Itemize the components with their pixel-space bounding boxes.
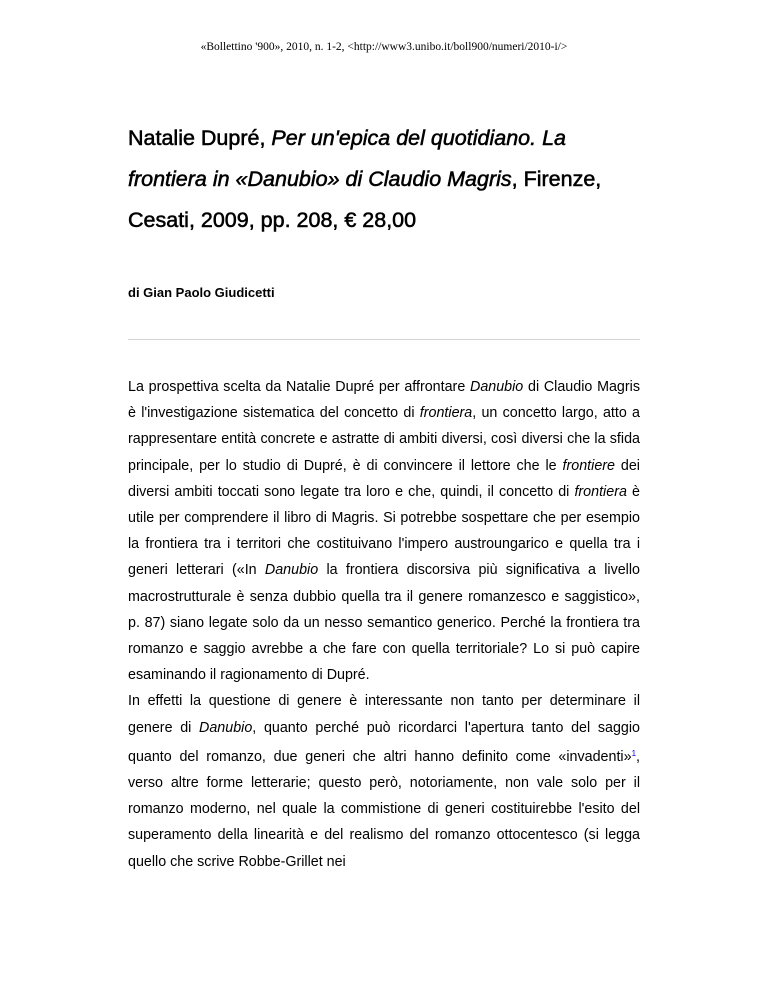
horizontal-divider bbox=[128, 339, 640, 340]
title-author: Natalie Dupré, bbox=[128, 126, 272, 150]
byline: di Gian Paolo Giudicetti bbox=[128, 285, 275, 300]
review-title bbox=[128, 118, 648, 241]
running-header-citation: «Bollettino '900», 2010, n. 1-2, <http://www3.unibo.it/boll900/numeri/2010-i/> bbox=[200, 41, 568, 53]
paragraph-2: In effetti la questione di genere è interessante non tanto per determinare il genere di Danubio, quanto perché può ricordarci l'apertura tanto del saggio quanto del romanzo, due generi che altri hanno definito come «invadenti»$^1$, verso altre forme letterarie; questo però, notoriamente, non vale solo per il romanzo moderno, nel quale la commistione di generi costituirebbe l'esito del superamento della linearità e del realismo del romanzo ottocentesco (si legga quello che scrive Robbe-Grillet nei bbox=[128, 693, 641, 870]
title-book-italic: Per un'epica del quotidiano. La frontiera in «Danubio» di Claudio Magris bbox=[128, 126, 566, 191]
title-publication-details: , Firenze, Cesati, 2009, pp. 208, € 28,00 bbox=[128, 167, 602, 232]
article-body bbox=[128, 374, 640, 875]
footnote-link[interactable]: 1 bbox=[631, 748, 637, 758]
paragraph-1: La prospettiva scelta da Natalie Dupré per affrontare Danubio di Claudio Magris è l'investigazione sistematica del concetto di frontiera, un concetto largo, atto a rappresentare entità concrete e astratte di ambiti diversi, così diversi che la sfida principale, per lo studio di Dupré, è di convincere il lettore che le frontiere dei diversi ambiti toccati sono legate tra loro e che, quindi, il concetto di frontiera è utile per comprendere il libro di Magris. Si potrebbe sospettare che per esempio la frontiera tra i territori che costituivano l'impero austroungarico e quella tra i generi letterari («In Danubio la frontiera discorsiva più significativa a livello macrostrutturale è senza dubbio quella tra il genere romanzesco e saggistico», p. 87) siano legate solo da un nesso semantico generico. Perché la frontiera tra romanzo e saggio avrebbe a che fare con quella territoriale? Lo si può capire esaminando il ragionamento di Dupré. bbox=[128, 379, 641, 684]
